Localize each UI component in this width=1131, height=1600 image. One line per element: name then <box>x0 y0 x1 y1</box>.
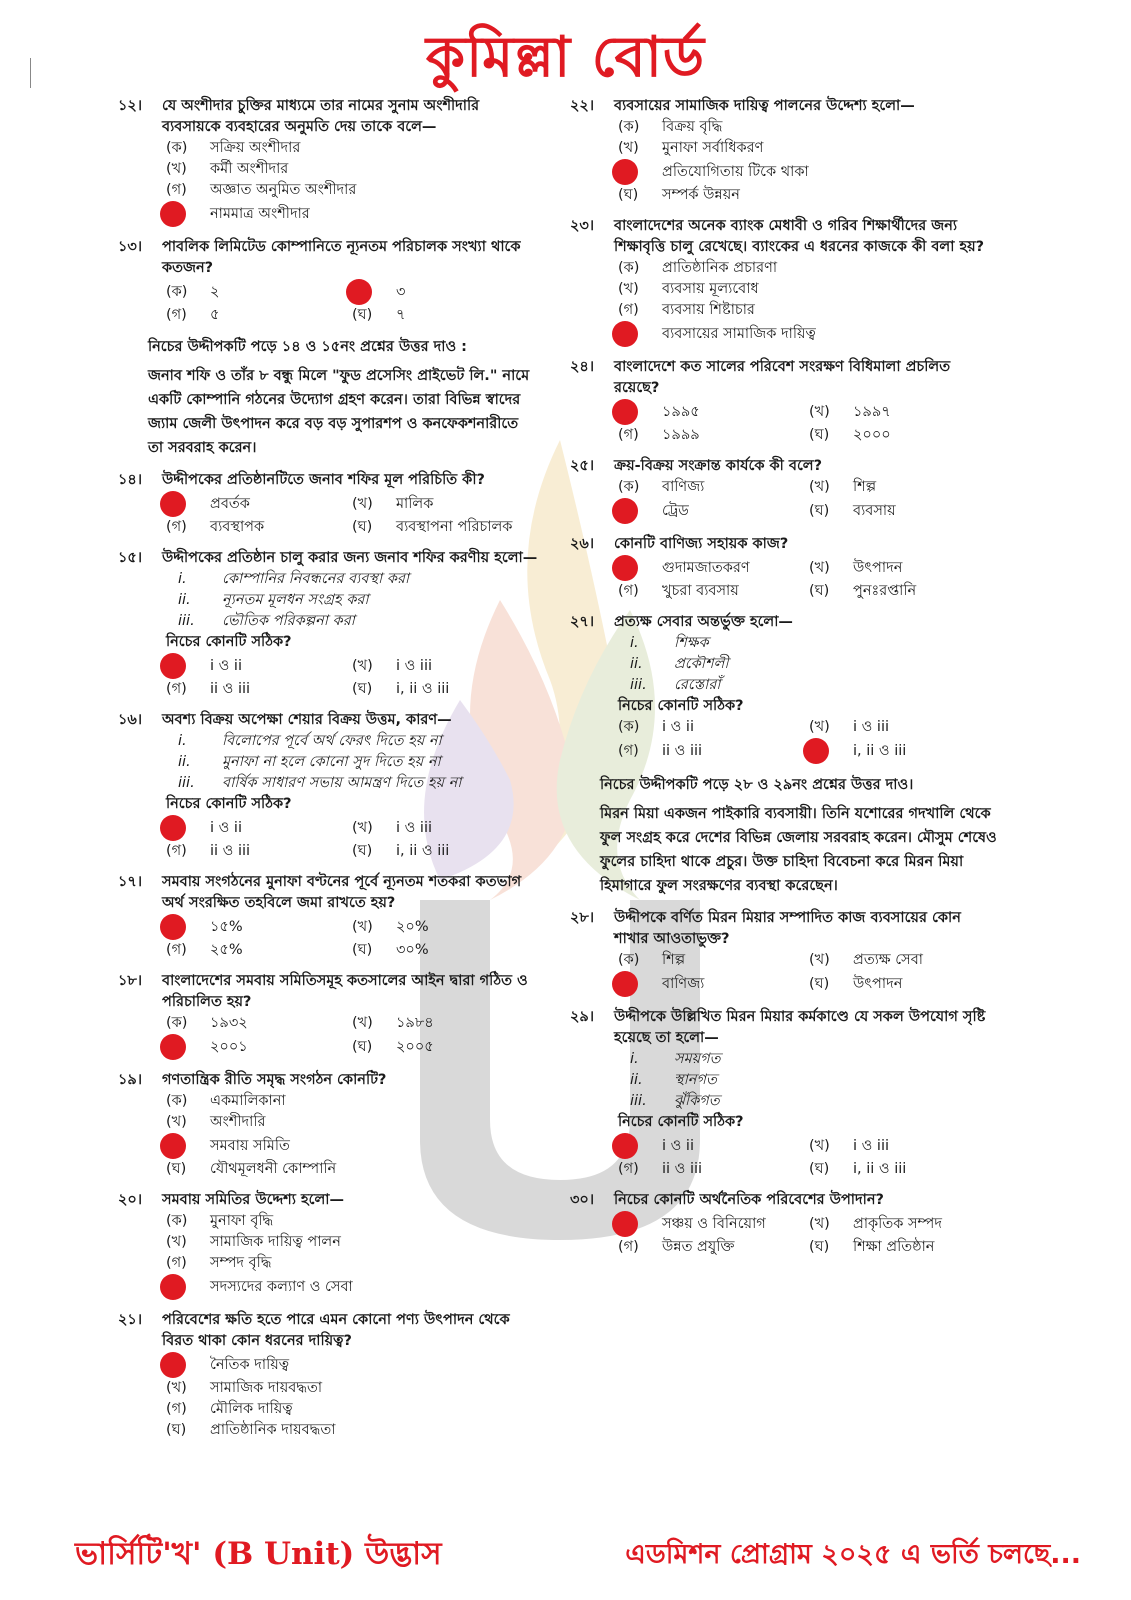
question-number: ২৮। <box>570 910 595 926</box>
question-text: বাংলাদেশের সমবায় সমিতিসমূহ কতসালের আইন দ্বারা গঠিত ও পরিচালিত হয়? <box>162 973 528 1010</box>
option-label: (ঘ) <box>618 187 639 203</box>
option-label: (ক) <box>166 140 188 156</box>
option-text: ii ও iii <box>210 681 251 697</box>
statement-label: i. <box>178 733 187 749</box>
question-number: ২৬। <box>570 536 595 552</box>
question-19 <box>118 1070 538 1180</box>
option-text: উৎপাদন <box>853 975 903 992</box>
footer-promo: এডমিশন প্রোগ্রাম ২০২৫ এ ভর্তি চলছে... <box>625 1539 1081 1570</box>
option-text: ২০০৫ <box>396 1038 434 1055</box>
option-label: (ক) <box>618 119 640 135</box>
question-number: ১৩। <box>118 239 143 255</box>
option-label: (খ) <box>352 1015 373 1031</box>
option-label: (খ) <box>352 495 373 512</box>
option-label: (ঘ) <box>352 519 373 535</box>
option-text: ii ও iii <box>662 1161 703 1177</box>
question-text: নিচের কোনটি অর্থনৈতিক পরিবেশের উপাদান? <box>614 1192 884 1208</box>
statement-label: i. <box>630 635 639 651</box>
option-label: (খ) <box>618 281 639 297</box>
question-number: ২১। <box>118 1312 143 1328</box>
question-number: ২৯। <box>570 1009 595 1025</box>
question-text: ক্রয়-বিক্রয় সংক্রান্ত কার্যকে কী বলে? <box>614 458 822 474</box>
option-text: সঞ্চয় ও বিনিয়োগ <box>662 1215 766 1232</box>
option-text: মুনাফা সর্বাধিকরণ <box>662 140 764 156</box>
option-label: (ক) <box>166 1213 188 1229</box>
option-label: (খ) <box>809 403 830 420</box>
option-text: মুনাফা বৃদ্ধি <box>210 1213 274 1229</box>
option-label: (গ) <box>166 1401 187 1417</box>
option-label: (ক) <box>618 260 640 276</box>
option-text: ২০০০ <box>853 427 891 443</box>
option-text: প্রাকৃতিক সম্পদ <box>853 1215 942 1232</box>
question-15 <box>118 548 538 700</box>
question-number: ১৪। <box>118 472 143 488</box>
option-label: (ক) <box>618 952 640 968</box>
statement-label: iii. <box>178 613 195 629</box>
answer-marker-icon <box>160 1352 186 1378</box>
option-text: বিক্রয় বৃদ্ধি <box>662 119 723 135</box>
option-text: i ও ii <box>210 657 242 674</box>
option-label: (ঘ) <box>809 1239 830 1255</box>
statement-text: সময়গত <box>674 1051 721 1067</box>
question-23 <box>570 216 1000 347</box>
which-correct-prompt: নিচের কোনটি সঠিক? <box>166 634 292 650</box>
option-label: (গ) <box>166 182 187 198</box>
option-text: সমবায় সমিতি <box>210 1137 290 1154</box>
question-text: ব্যবসায়ের সামাজিক দায়িত্ব পালনের উদ্দেশ্য হলো— <box>614 98 915 114</box>
option-text: ৭ <box>396 307 406 323</box>
option-text: ১৯৯৫ <box>662 403 700 420</box>
option-label: (খ) <box>809 479 830 495</box>
statement-label: i. <box>630 1051 639 1067</box>
question-21 <box>118 1310 538 1441</box>
option-text: উৎপাদন <box>853 559 903 576</box>
question-17 <box>118 872 538 961</box>
footer-brand: ভার্সিটি'খ' (B Unit) উদ্ভাস <box>75 1536 442 1572</box>
answer-marker-icon <box>612 1211 638 1237</box>
question-text: পরিবেশের ক্ষতি হতে পারে এমন কোনো পণ্য উৎপাদন থেকে বিরত থাকা কোন ধরনের দায়িত্ব? <box>162 1312 510 1349</box>
option-text: ব্যবসায় মূল্যবোধ <box>662 281 759 297</box>
question-text: পাবলিক লিমিটেড কোম্পানিতে ন্যূনতম পরিচালক সংখ্যা থাকে কতজন? <box>162 239 521 276</box>
question-28 <box>570 908 1000 997</box>
option-text: বাণিজ্য <box>662 975 705 992</box>
answer-marker-icon <box>346 279 372 305</box>
option-text: শিল্প <box>853 479 877 495</box>
option-text: ২ <box>210 283 220 300</box>
option-text: i ও ii <box>210 819 242 836</box>
question-16 <box>118 710 538 862</box>
option-text: ২৫% <box>210 942 243 958</box>
option-label: (গ) <box>618 1239 639 1255</box>
question-number: ১২। <box>118 98 143 114</box>
option-label: (ঘ) <box>352 1038 373 1055</box>
answer-marker-icon <box>612 971 638 997</box>
option-label: (গ) <box>166 843 187 859</box>
option-label: (খ) <box>809 1215 830 1232</box>
option-label: (খ) <box>352 819 373 836</box>
statement-text: প্রকৌশলী <box>674 656 729 672</box>
option-text: যৌথমূলধনী কোম্পানি <box>210 1161 337 1177</box>
option-text: ১৯৮৪ <box>396 1015 434 1031</box>
question-text: অবশ্য বিক্রয় অপেক্ষা শেয়ার বিক্রয় উত্তম, কারণ— <box>162 712 452 728</box>
option-text: প্রবর্তক <box>210 495 250 512</box>
question-22 <box>570 96 1000 206</box>
answer-marker-icon <box>160 1274 186 1300</box>
question-18 <box>118 971 538 1060</box>
question-number: ২৩। <box>570 218 595 234</box>
statement-label: ii. <box>178 592 191 608</box>
option-label: (ঘ) <box>166 1422 187 1438</box>
option-label: (খ) <box>166 1114 187 1130</box>
question-text: প্রত্যক্ষ সেবার অন্তর্ভুক্ত হলো— <box>614 614 793 630</box>
option-text: ১৫% <box>210 918 243 935</box>
question-number: ২৫। <box>570 458 595 474</box>
option-text: সামাজিক দায়বদ্ধতা <box>210 1380 323 1396</box>
answer-marker-icon <box>160 201 186 227</box>
statement-text: ভৌতিক পরিকল্পনা করা <box>222 613 355 629</box>
option-text: উন্নত প্রযুক্তি <box>662 1239 735 1255</box>
answer-marker-icon <box>160 815 186 841</box>
option-text: শিক্ষা প্রতিষ্ঠান <box>853 1239 935 1255</box>
option-text: নামমাত্র অংশীদার <box>210 205 310 222</box>
option-label: (খ) <box>809 559 830 576</box>
option-text: i, ii ও iii <box>396 843 450 859</box>
option-label: (ক) <box>618 719 640 735</box>
question-27 <box>570 612 1000 764</box>
answer-marker-icon <box>803 738 829 764</box>
option-text: সম্পদ বৃদ্ধি <box>210 1255 272 1271</box>
option-text: প্রাতিষ্ঠানিক প্রচারণা <box>662 260 778 276</box>
option-label: (খ) <box>166 161 187 177</box>
option-label: (গ) <box>618 583 639 599</box>
option-text: ১৯৯৯ <box>662 427 700 443</box>
option-label: (ঘ) <box>809 583 830 599</box>
question-text: যে অংশীদার চুক্তির মাধ্যমে তার নামের সুনাম অংশীদারি ব্যবসায়কে ব্যবহারের অনুমতি দেয় তাকে বলে— <box>162 98 480 135</box>
option-text: প্রতিযোগিতায় টিকে থাকা <box>662 163 809 180</box>
option-text: i ও ii <box>662 719 694 735</box>
question-number: ১৭। <box>118 874 143 890</box>
option-text: i, ii ও iii <box>853 1161 907 1177</box>
option-text: খুচরা ব্যবসায় <box>662 583 739 599</box>
option-label: (ঘ) <box>809 975 830 992</box>
option-text: ২০% <box>396 918 429 935</box>
option-text: ii ও iii <box>662 742 703 759</box>
question-25 <box>570 456 1000 524</box>
option-text: ৩ <box>396 283 406 300</box>
question-number: ৩০। <box>570 1192 595 1208</box>
option-text: অজ্ঞাত অনুমিত অংশীদার <box>210 182 357 198</box>
option-label: (গ) <box>618 427 639 443</box>
question-number: ১৮। <box>118 973 143 989</box>
option-text: কর্মী অংশীদার <box>210 161 289 177</box>
option-text: ৩০% <box>396 942 429 958</box>
statement-label: ii. <box>630 1072 643 1088</box>
question-number: ২৭। <box>570 614 595 630</box>
option-label: (ঘ) <box>352 307 373 323</box>
answer-marker-icon <box>612 1133 638 1159</box>
question-number: ১৯। <box>118 1072 143 1088</box>
question-26 <box>570 534 1000 602</box>
option-label: (ক) <box>166 1015 188 1031</box>
question-24 <box>570 357 1000 446</box>
option-label: (খ) <box>166 1380 187 1396</box>
option-label: (ক) <box>166 1093 188 1109</box>
question-30 <box>570 1190 1000 1258</box>
statement-text: মুনাফা না হলে কোনো সুদ দিতে হয় না <box>222 754 441 770</box>
option-label: (ঘ) <box>166 1161 187 1177</box>
question-12 <box>118 96 538 227</box>
question-text: গণতান্ত্রিক রীতি সমৃদ্ধ সংগঠন কোনটি? <box>162 1072 387 1088</box>
option-text: ব্যবসায় শিষ্টাচার <box>662 302 755 318</box>
option-label: (ঘ) <box>352 681 373 697</box>
option-label: (খ) <box>618 140 639 156</box>
page-title: কুমিল্লা বোর্ড <box>425 25 706 90</box>
statement-text: কোম্পানির নিবন্ধনের ব্যবস্থা করা <box>222 571 410 587</box>
option-text: i, ii ও iii <box>396 681 450 697</box>
question-number: ১৫। <box>118 550 143 566</box>
statement-label: iii. <box>630 1093 647 1109</box>
option-label: (গ) <box>166 681 187 697</box>
option-label: (খ) <box>809 1137 830 1154</box>
answer-marker-icon <box>160 491 186 517</box>
option-text: প্রত্যক্ষ সেবা <box>853 952 924 968</box>
question-number: ২৪। <box>570 359 595 375</box>
option-label: (খ) <box>166 1234 187 1250</box>
question-13 <box>118 237 538 326</box>
answer-marker-icon <box>160 1034 186 1060</box>
option-label: (ঘ) <box>809 1161 830 1177</box>
question-text: বাংলাদেশে কত সালের পরিবেশ সংরক্ষণ বিধিমালা প্রচলিত রয়েছে? <box>614 359 951 396</box>
question-number: ২০। <box>118 1192 143 1208</box>
option-text: গুদামজাতকরণ <box>662 559 750 576</box>
question-text: কোনটি বাণিজ্য সহায়ক কাজ? <box>614 536 789 552</box>
statement-text: স্থানগত <box>674 1072 717 1088</box>
option-text: ব্যবসায়ের সামাজিক দায়িত্ব <box>662 325 816 342</box>
option-text: মৌলিক দায়িত্ব <box>210 1401 293 1417</box>
option-label: (ক) <box>618 479 640 495</box>
which-correct-prompt: নিচের কোনটি সঠিক? <box>618 1114 744 1130</box>
question-text: সমবায় সংগঠনের মুনাফা বণ্টনের পূর্বে ন্যূনতম শতকরা কতভাগ অর্থ সংরক্ষিত তহবিলে জমা রাখতে হয়? <box>162 874 522 911</box>
answer-marker-icon <box>612 321 638 347</box>
option-text: ব্যবস্থাপনা পরিচালক <box>396 519 513 535</box>
stimulus-intro: নিচের উদ্দীপকটি পড়ে ২৮ ও ২৯নং প্রশ্নের উত্তর দাও। <box>600 777 914 793</box>
option-text: শিল্প <box>662 952 686 968</box>
option-label: (ঘ) <box>809 427 830 443</box>
option-text: i ও iii <box>853 719 890 735</box>
option-text: i, ii ও iii <box>853 742 907 759</box>
answer-marker-icon <box>612 159 638 185</box>
question-14 <box>118 470 538 538</box>
option-label: (গ) <box>166 307 187 323</box>
question-text: সমবায় সমিতির উদ্দেশ্য হলো— <box>162 1192 344 1208</box>
option-text: i ও iii <box>396 657 433 674</box>
answer-marker-icon <box>612 555 638 581</box>
question-20 <box>118 1190 538 1300</box>
option-label: (খ) <box>352 918 373 935</box>
answer-marker-icon <box>612 498 638 524</box>
statement-label: iii. <box>630 677 647 693</box>
option-text: প্রাতিষ্ঠানিক দায়বদ্ধতা <box>210 1422 336 1438</box>
answer-marker-icon <box>160 653 186 679</box>
option-text: সক্রিয় অংশীদার <box>210 140 301 156</box>
statement-text: শিক্ষক <box>674 635 709 651</box>
question-text: উদ্দীপকে বর্ণিত মিরন মিয়ার সম্পাদিত কাজ ব্যবসায়ের কোন শাখার আওতাভুক্ত? <box>614 910 961 947</box>
question-text: বাংলাদেশের অনেক ব্যাংক মেধাবী ও গরিব শিক্ষার্থীদের জন্য শিক্ষাবৃত্তি চালু রেখেছে। ব্যাংকের এ ধরনের কাজকে কী বলা হয়? <box>614 218 985 255</box>
question-29 <box>570 1007 1000 1180</box>
stimulus-text: মিরন মিয়া একজন পাইকারি ব্যবসায়ী। তিনি যশোরের গদখালি থেকে ফুল সংগ্রহ করে দেশের বিভিন্ন জেলায় সরবরাহ করেন। মৌসুম শেষেও ফুলের চাহিদা থাকে প্রচুর। উক্ত চাহিদা বিবেচনা করে মিরন মিয়া হিমাগারে ফুল সংরক্ষণের ব্যবস্থা করেছেন। <box>600 806 997 894</box>
right-column <box>570 96 1000 1268</box>
option-label: (গ) <box>618 1161 639 1177</box>
option-text: ১৯৩২ <box>210 1015 248 1031</box>
option-text: i ও iii <box>396 819 433 836</box>
answer-marker-icon <box>612 399 638 425</box>
question-number: ২২। <box>570 98 595 114</box>
option-text: মালিক <box>396 495 434 512</box>
question-text: উদ্দীপকে উল্লিখিত মিরন মিয়ার কর্মকাণ্ডে যে সকল উপযোগ সৃষ্টি হয়েছে তা হলো— <box>614 1009 986 1046</box>
question-text: উদ্দীপকের প্রতিষ্ঠানটিতে জনাব শফির মূল পরিচিতি কী? <box>162 472 485 488</box>
option-label: (খ) <box>352 657 373 674</box>
option-label: (গ) <box>618 742 639 759</box>
option-label: (গ) <box>166 942 187 958</box>
statement-label: ii. <box>178 754 191 770</box>
option-text: ট্রেড <box>662 502 689 519</box>
option-text: ২০০১ <box>210 1038 248 1055</box>
statement-label: iii. <box>178 775 195 791</box>
statement-text: রেস্তোরাঁ <box>674 677 721 693</box>
option-label: (গ) <box>618 302 639 318</box>
option-text: সামাজিক দায়িত্ব পালন <box>210 1234 341 1250</box>
option-text: ১৯৯৭ <box>853 403 891 420</box>
option-text: ৫ <box>210 307 220 323</box>
which-correct-prompt: নিচের কোনটি সঠিক? <box>166 796 292 812</box>
left-column <box>118 96 538 1451</box>
question-number: ১৬। <box>118 712 143 728</box>
question-text: উদ্দীপকের প্রতিষ্ঠান চালু করার জন্য জনাব শফির করণীয় হলো— <box>162 550 538 566</box>
option-label: (ঘ) <box>809 502 830 519</box>
answer-marker-icon <box>160 1133 186 1159</box>
option-text: বাণিজ্য <box>662 479 705 495</box>
option-text: পুনঃরপ্তানি <box>853 583 917 599</box>
option-text: i ও iii <box>853 1137 890 1154</box>
option-label: (খ) <box>809 719 830 735</box>
option-text: ii ও iii <box>210 843 251 859</box>
statement-label: i. <box>178 571 187 587</box>
option-text: একমালিকানা <box>210 1093 286 1109</box>
option-text: i ও ii <box>662 1137 694 1154</box>
option-label: (ঘ) <box>352 942 373 958</box>
option-text: সদস্যদের কল্যাণ ও সেবা <box>210 1278 353 1295</box>
option-label: (ঘ) <box>352 843 373 859</box>
statement-label: ii. <box>630 656 643 672</box>
statement-text: বার্ষিক সাধারণ সভায় আমন্ত্রণ দিতে হয় না <box>222 775 462 791</box>
statement-text: ন্যূনতম মূলধন সংগ্রহ করা <box>222 592 369 608</box>
option-text: ব্যবসায় <box>853 502 896 519</box>
option-label: (গ) <box>166 1255 187 1271</box>
option-text: নৈতিক দায়িত্ব <box>210 1356 290 1373</box>
statement-text: ঝুঁকিগত <box>674 1093 720 1109</box>
option-text: সম্পর্ক উন্নয়ন <box>662 187 740 203</box>
option-text: ব্যবস্থাপক <box>210 519 265 535</box>
option-label: (গ) <box>166 519 187 535</box>
option-text: অংশীদারি <box>210 1114 266 1130</box>
stimulus-text: জনাব শফি ও তাঁর ৮ বন্ধু মিলে "ফুড প্রসেসিং প্রাইভেট লি." নামে একটি কোম্পানি গঠনের উদ্যোগ গ্রহণ করেন। তারা বিভিন্ন স্বাদের জ্যাম জেলী উৎপাদন করে বড় বড় সুপারশপ ও কনফেকশনারীতে তা সরবরাহ করেন। <box>148 368 530 456</box>
option-label: (খ) <box>809 952 830 968</box>
answer-marker-icon <box>160 914 186 940</box>
statement-text: বিলোপের পূর্বে অর্থ ফেরৎ দিতে হয় না <box>222 733 442 749</box>
which-correct-prompt: নিচের কোনটি সঠিক? <box>618 698 744 714</box>
stimulus-intro: নিচের উদ্দীপকটি পড়ে ১৪ ও ১৫নং প্রশ্নের উত্তর দাও : <box>148 339 467 355</box>
option-label: (ক) <box>166 283 188 300</box>
